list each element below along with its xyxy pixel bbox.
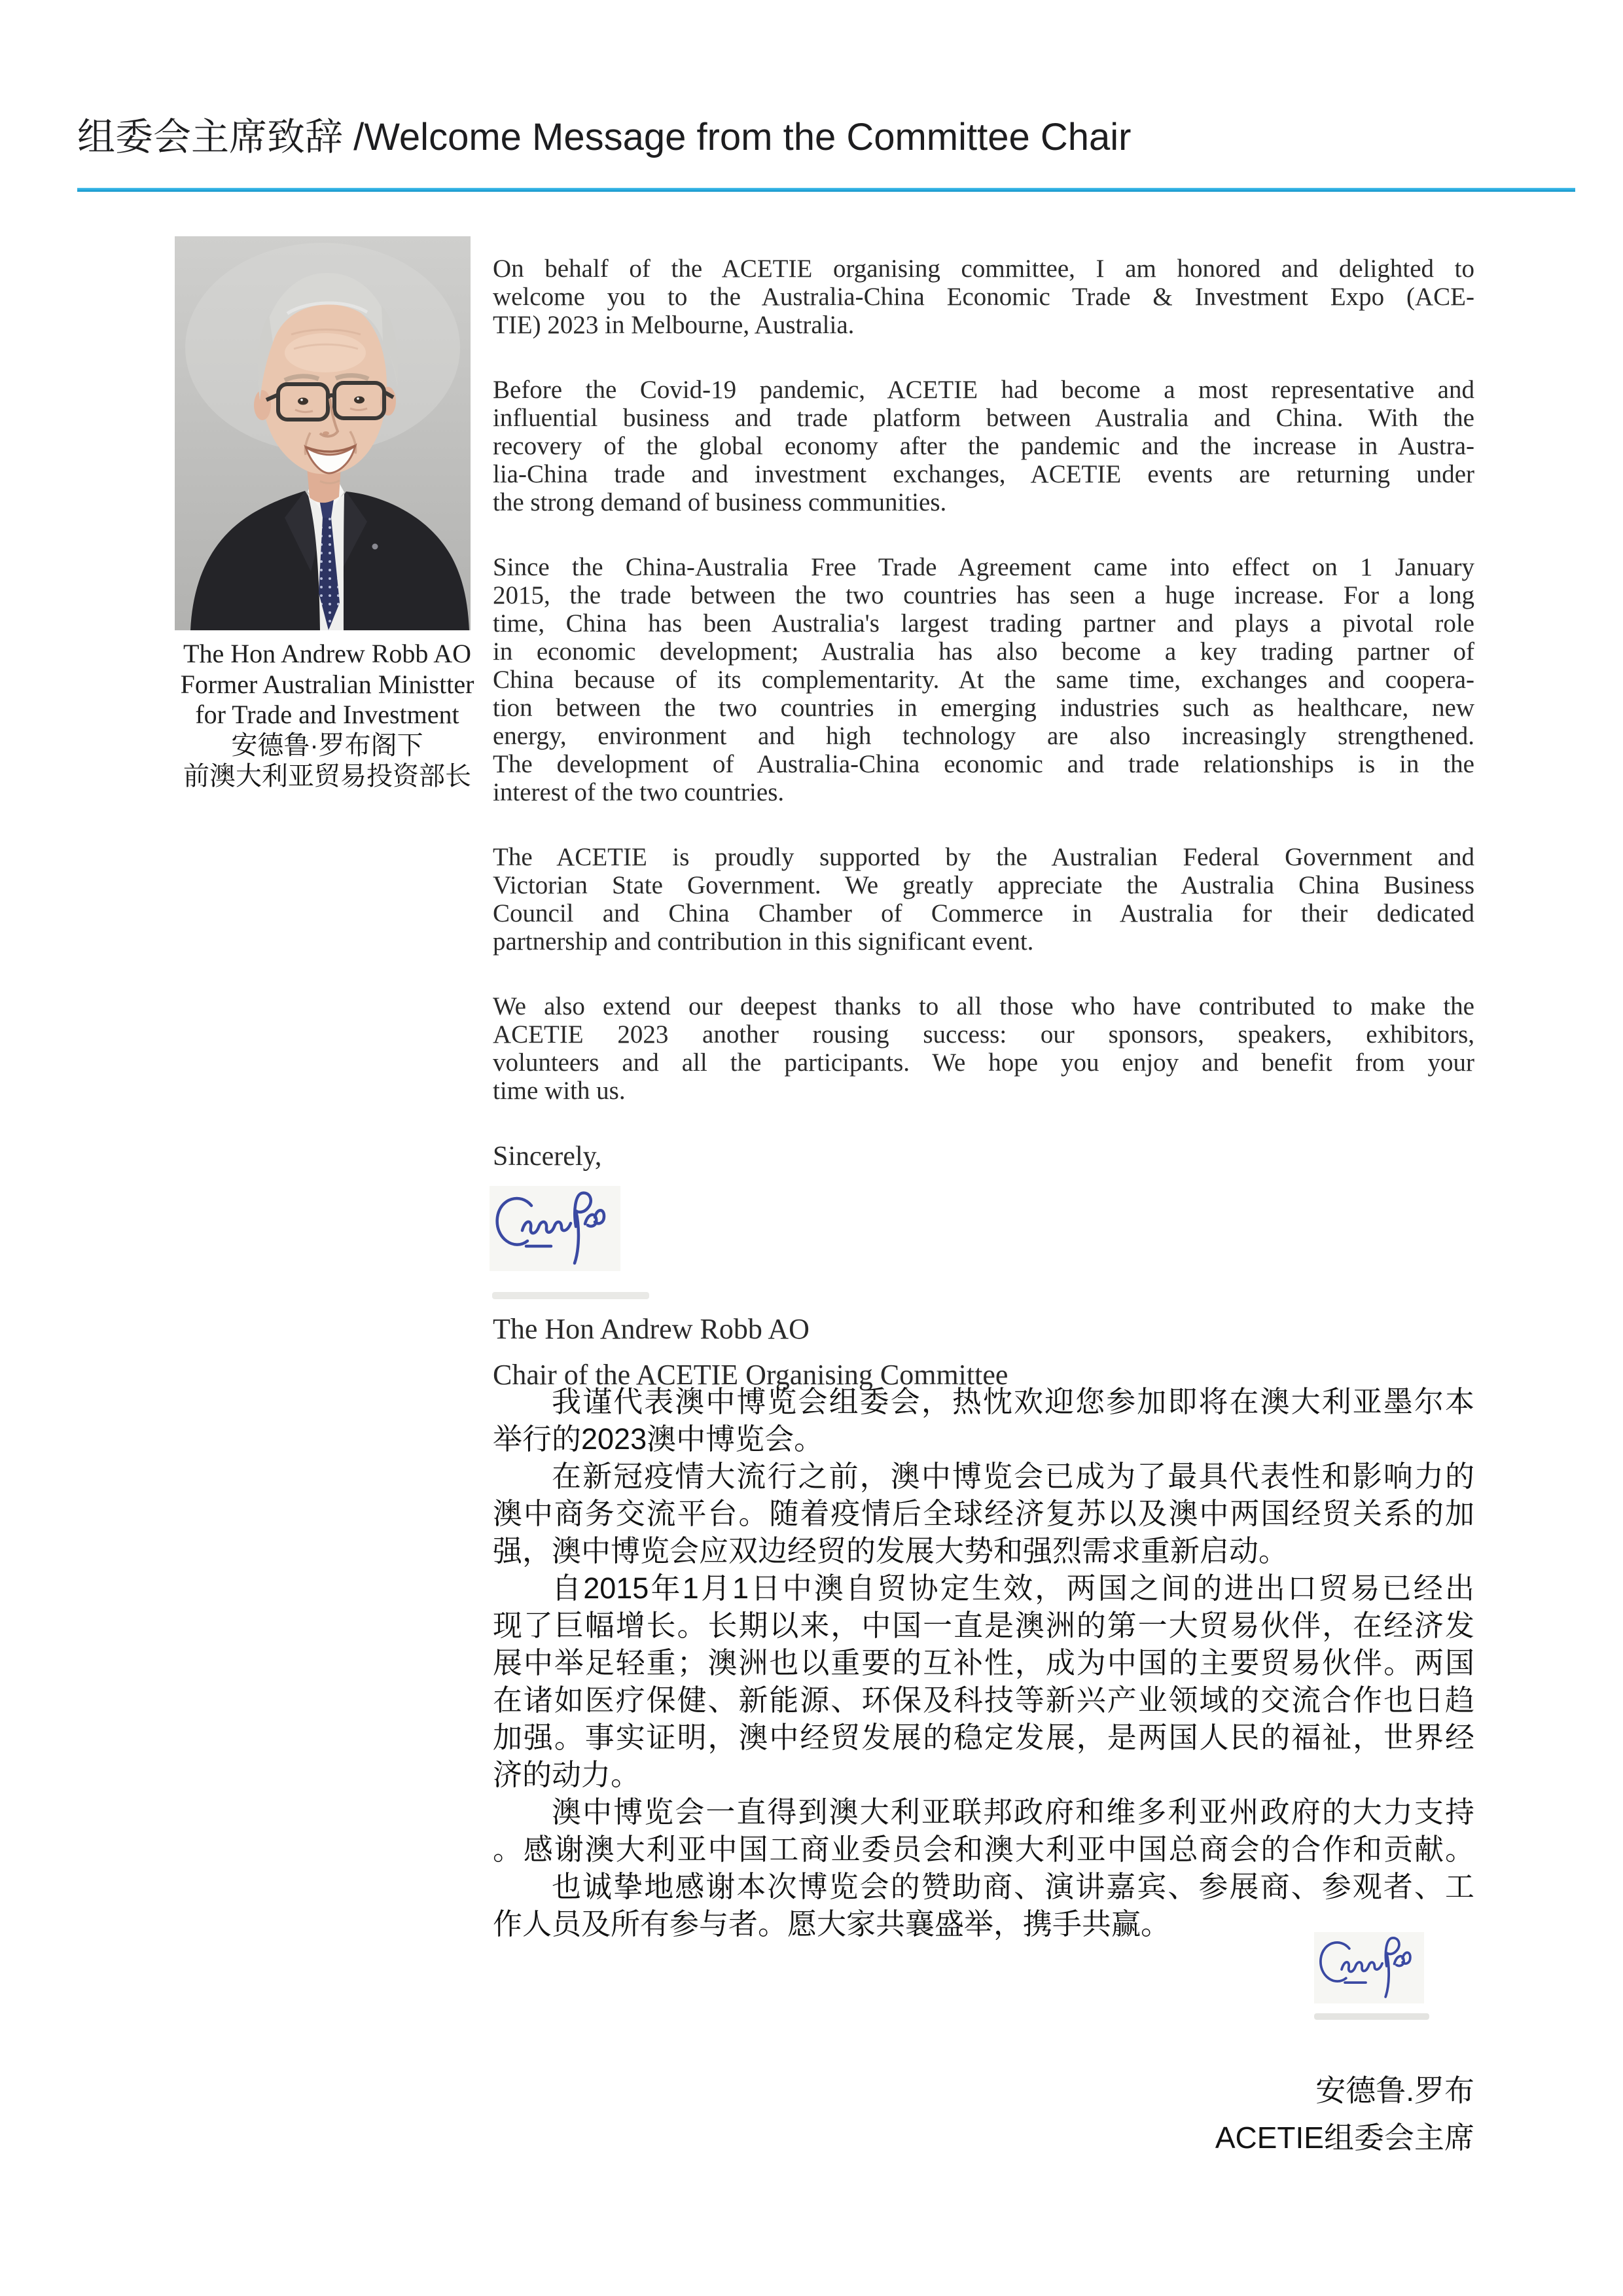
paragraph	[493, 376, 1474, 516]
caption-title-zh: 前澳大利亚贸易投资部长	[183, 761, 471, 791]
paragraph-line: welcome you to the Australia-China Economic Trade & Investment Expo (ACE-	[493, 283, 1474, 311]
caption-name-zh: 安德鲁·罗布阁下	[231, 730, 423, 760]
chinese-paragraph-line: 自2015年1月1日中澳自贸协定生效，两国之间的进出口贸易已经出	[552, 1571, 1474, 1605]
scan-artifact	[492, 1292, 649, 1299]
chinese-letter	[493, 1383, 1474, 1943]
signoff-role: Chair of the ACETIE Organising Committee	[493, 1359, 1008, 1391]
andrew-robb-signature-icon	[1314, 1932, 1424, 2003]
paragraph-line: tion between the two countries in emerging industries such as healthcare, new	[493, 694, 1474, 722]
chinese-paragraph-line: 现了巨幅增长。长期以来，中国一直是澳洲的第一大贸易伙伴，在经济发	[493, 1609, 1474, 1642]
signoff-role-zh: ACETIE组委会主席	[1215, 2121, 1474, 2155]
chinese-paragraph-line: 也诚挚地感谢本次博览会的赞助商、演讲嘉宾、参展商、参观者、工	[552, 1870, 1474, 1903]
caption-title-line2: for Trade and Investment	[195, 700, 459, 729]
portrait-photo	[175, 236, 471, 630]
paragraph-line: the strong demand of business communities.	[493, 488, 947, 516]
paragraph-line: Council and China Chamber of Commerce in Australia for their dedicated	[493, 899, 1474, 927]
paragraph-line: energy, environment and high technology are also increasingly strengthened.	[493, 722, 1474, 750]
chinese-paragraph-line: 澳中博览会一直得到澳大利亚联邦政府和维多利亚州政府的大力支持	[552, 1795, 1474, 1829]
chinese-paragraph-line: 。感谢澳大利亚中国工商业委员会和澳大利亚中国总商会的合作和贡献。	[493, 1833, 1474, 1866]
paragraph-line: volunteers and all the participants. We hope you enjoy and benefit from your	[493, 1049, 1474, 1077]
caption-name: The Hon Andrew Robb AO	[183, 639, 471, 668]
andrew-robb-signature-icon	[490, 1186, 620, 1271]
paragraph-line: The development of Australia-China economic and trade relationships is in the	[493, 750, 1474, 778]
paragraph-line: Before the Covid-19 pandemic, ACETIE had become a most representative and	[493, 376, 1474, 404]
paragraph-line: time with us.	[493, 1077, 626, 1105]
chinese-paragraph-line: 加强。事实证明，澳中经贸发展的稳定发展，是两国人民的福祉，世界经	[493, 1721, 1474, 1754]
paragraph-line: 2015, the trade between the two countries has seen a huge increase. For a long	[493, 581, 1474, 609]
chinese-paragraph-line: 在诸如医疗保健、新能源、环保及科技等新兴产业领域的交流合作也日趋	[493, 1683, 1474, 1717]
closing-salutation: Sincerely,	[493, 1141, 602, 1172]
scan-artifact	[1314, 2013, 1429, 2020]
paragraph-line: We also extend our deepest thanks to all those who have contributed to make the	[493, 992, 1474, 1020]
chinese-paragraph-line: 我谨代表澳中博览会组委会，热忱欢迎您参加即将在澳大利亚墨尔本	[552, 1385, 1474, 1418]
paragraph-line: TIE) 2023 in Melbourne, Australia.	[493, 311, 855, 339]
paragraph-line: The ACETIE is proudly supported by the Australian Federal Government and	[493, 843, 1474, 871]
paragraph-line: Victorian State Government. We greatly appreciate the Australia China Business	[493, 871, 1474, 899]
paragraph-line: On behalf of the ACETIE organising committee, I am honored and delighted to	[493, 255, 1474, 283]
signoff-name: The Hon Andrew Robb AO	[493, 1313, 810, 1345]
photo-caption	[134, 639, 520, 792]
paragraph-line: ACETIE 2023 another rousing success: our sponsors, speakers, exhibitors,	[493, 1020, 1474, 1049]
caption-title-line1: Former Australian Ministter	[180, 669, 474, 699]
paragraph-line: interest of the two countries.	[493, 778, 785, 806]
andrew-robb-portrait-icon	[175, 236, 471, 630]
chinese-paragraph-line: 济的动力。	[493, 1758, 641, 1791]
paragraph	[493, 843, 1474, 956]
signoff-name-zh: 安德鲁.罗布	[1315, 2073, 1474, 2108]
paragraph-line: recovery of the global economy after the pandemic and the increase in Austra-	[493, 432, 1474, 460]
paragraph-line: partnership and contribution in this significant event.	[493, 927, 1034, 956]
chinese-paragraph-line: 澳中商务交流平台。随着疫情后全球经济复苏以及澳中两国经贸关系的加	[493, 1497, 1474, 1530]
paragraph-line: Since the China-Australia Free Trade Agreement came into effect on 1 January	[493, 553, 1474, 581]
chinese-signoff	[493, 2067, 1474, 2161]
paragraph	[493, 992, 1474, 1105]
page-title: 组委会主席致辞 /Welcome Message from the Committee Chair	[77, 116, 1132, 158]
chinese-paragraph-line: 举行的2023澳中博览会。	[493, 1422, 824, 1456]
paragraph-line: influential business and trade platform between Australia and China. With the	[493, 404, 1474, 432]
paragraph	[493, 553, 1474, 806]
paragraph-line: lia-China trade and investment exchanges, ACETIE events are returning under	[493, 460, 1474, 488]
chinese-paragraph-line: 展中举足轻重；澳洲也以重要的互补性，成为中国的主要贸易伙伴。两国	[493, 1646, 1474, 1679]
paragraph-line: China because of its complementarity. At the same time, exchanges and coopera-	[493, 666, 1474, 694]
paragraph-line: time, China has been Australia's largest trading partner and plays a pivotal role	[493, 609, 1474, 637]
english-letter	[493, 255, 1474, 1172]
chinese-paragraph-line: 强，澳中博览会应双边经贸的发展大势和强烈需求重新启动。	[493, 1534, 1289, 1568]
chinese-paragraph-line: 在新冠疫情大流行之前，澳中博览会已成为了最具代表性和影响力的	[552, 1460, 1474, 1493]
english-paragraphs	[493, 255, 1474, 1105]
paragraph-line: in economic development; Australia has also become a key trading partner of	[493, 637, 1474, 666]
paragraph	[493, 255, 1474, 339]
chinese-paragraph-line: 作人员及所有参与者。愿大家共襄盛举，携手共赢。	[493, 1907, 1171, 1941]
accent-divider	[77, 188, 1575, 192]
